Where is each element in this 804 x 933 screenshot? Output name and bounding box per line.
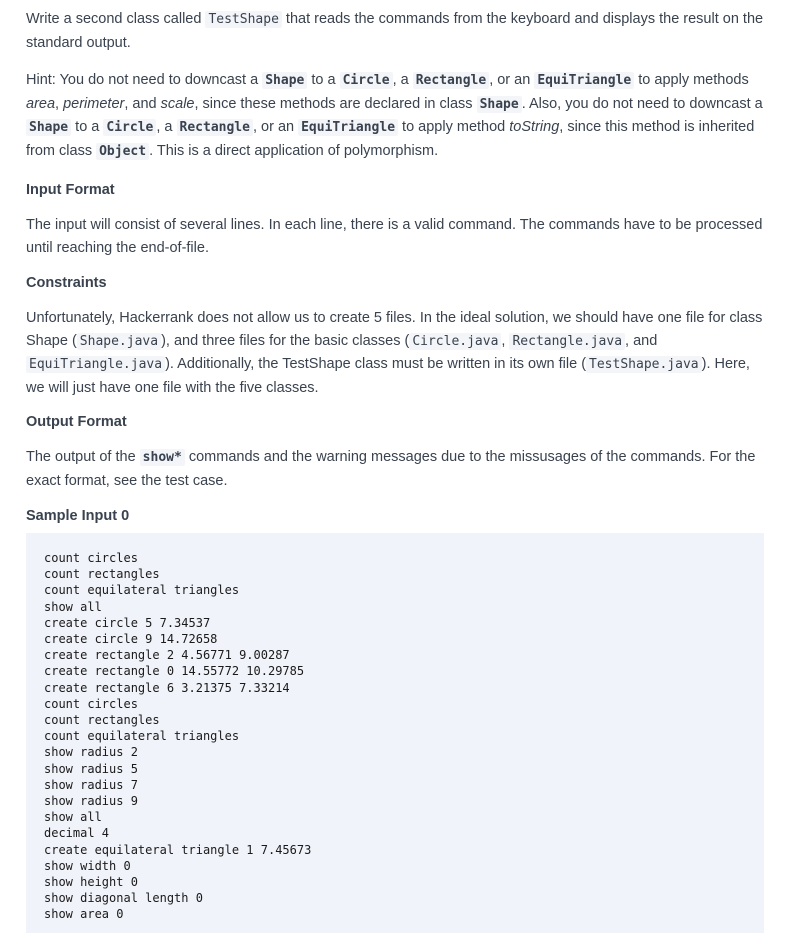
text-span: to a bbox=[71, 119, 104, 135]
sample-input-line: create rectangle 6 3.21375 7.33214 bbox=[44, 680, 290, 695]
output-format-heading: Output Format bbox=[26, 414, 127, 430]
sample-input-line: show all bbox=[44, 810, 102, 825]
sample-input-line: show width 0 bbox=[44, 858, 131, 873]
text-span: Unfortunately, Hackerrank does not allow us to create 5 files. In the ideal solution, we should have one file for class Shape ( bbox=[26, 310, 763, 349]
constraints-text bbox=[26, 307, 770, 399]
method-name: toString bbox=[509, 119, 560, 135]
constraints-heading: Constraints bbox=[26, 275, 107, 291]
inline-code: Shape.java bbox=[77, 333, 161, 350]
inline-code: EquiTriangle bbox=[534, 72, 634, 89]
sample-input-line: show radius 9 bbox=[44, 794, 138, 809]
sample-input-line: count equilateral triangles bbox=[44, 583, 240, 598]
text-span: to apply method bbox=[398, 119, 510, 135]
inline-code: Rectangle.java bbox=[509, 333, 625, 350]
sample-input-line: create rectangle 0 14.55772 10.29785 bbox=[44, 664, 305, 679]
text-span: , a bbox=[156, 119, 177, 135]
input-format-text: The input will consist of several lines. In each line, there is a valid command. The commands have to be processed until reaching the end-of-file. bbox=[26, 217, 763, 256]
text-span: commands and the warning messages due to the missusages of the commands. For the exact format, see the test case. bbox=[26, 449, 756, 489]
text-span: , a bbox=[392, 72, 413, 88]
text-span: The output of the bbox=[26, 449, 140, 465]
text-span: , since these methods are declared in class bbox=[194, 95, 477, 112]
text-span: ). Here, we will just have one file with the five classes. bbox=[26, 356, 750, 396]
text-span: . This is a direct application of polymorphism. bbox=[149, 142, 439, 159]
text-span: , and bbox=[625, 332, 658, 349]
hint-paragraph bbox=[26, 69, 770, 163]
text-span: Write a second class called bbox=[26, 11, 206, 27]
sample-input-line: count circles bbox=[44, 696, 138, 711]
inline-code: Circle bbox=[103, 119, 156, 136]
text-span: , and bbox=[124, 95, 161, 112]
sample-input-line: count rectangles bbox=[44, 713, 160, 728]
text-span: , bbox=[55, 95, 64, 112]
sample-input-line: create rectangle 2 4.56771 9.00287 bbox=[44, 648, 290, 663]
sample-input-line: show radius 7 bbox=[44, 777, 138, 792]
text-span: . Also, you do not need to downcast a bbox=[521, 95, 763, 112]
text-span: Hint: You do not need to downcast a bbox=[26, 72, 263, 88]
sample-input-line: create circle 5 7.34537 bbox=[44, 615, 211, 630]
inline-code: show* bbox=[140, 449, 185, 466]
inline-code: EquiTriangle.java bbox=[26, 356, 165, 373]
inline-code: TestShape.java bbox=[586, 356, 702, 373]
text-span: ). Additionally, the TestShape class must be written in its own file ( bbox=[165, 356, 587, 372]
inline-code: Shape bbox=[477, 96, 522, 113]
inline-code: Shape bbox=[26, 119, 71, 136]
text-span: that reads the commands from the keyboard and displays the result on the standard output. bbox=[26, 11, 764, 51]
sample-input-block bbox=[26, 533, 764, 933]
sample-input-line: show height 0 bbox=[44, 875, 138, 890]
inline-code: Circle bbox=[340, 72, 393, 89]
sample-input-line: show all bbox=[44, 599, 102, 614]
inline-code: Object bbox=[96, 143, 149, 160]
method-name: area bbox=[26, 95, 56, 112]
inline-code: EquiTriangle bbox=[298, 119, 398, 136]
sample-input-line: show radius 5 bbox=[44, 761, 138, 776]
sample-input-line: create equilateral triangle 1 7.45673 bbox=[44, 842, 312, 857]
inline-code: Circle.java bbox=[409, 333, 501, 350]
sample-input-line: decimal 4 bbox=[44, 826, 110, 841]
problem-statement bbox=[26, 8, 770, 527]
text-span: to a bbox=[307, 72, 340, 88]
output-format-text bbox=[26, 446, 770, 492]
sample-input-line: show diagonal length 0 bbox=[44, 891, 203, 906]
method-name: perimeter bbox=[63, 95, 125, 112]
text-span: , or an bbox=[489, 72, 535, 88]
text-span: , since this method is inherited from class bbox=[26, 119, 755, 159]
inline-code: TestShape bbox=[205, 11, 281, 28]
sample-input-heading: Sample Input 0 bbox=[26, 508, 130, 524]
sample-input-line: count equilateral triangles bbox=[44, 729, 240, 744]
sample-input-line: show area 0 bbox=[44, 907, 124, 922]
inline-code: Shape bbox=[262, 72, 307, 89]
sample-input-line: show radius 2 bbox=[44, 745, 138, 760]
text-span: , bbox=[501, 332, 510, 349]
sample-input-line: count circles bbox=[44, 551, 138, 565]
text-span: , or an bbox=[252, 119, 299, 135]
method-name: scale bbox=[160, 95, 195, 112]
intro-paragraph bbox=[26, 8, 770, 54]
input-format-heading: Input Format bbox=[26, 182, 115, 198]
inline-code: Rectangle bbox=[413, 72, 489, 89]
sample-input-line: create circle 9 14.72658 bbox=[44, 632, 218, 647]
text-span: to apply methods bbox=[634, 72, 749, 88]
sample-input-line: count rectangles bbox=[44, 567, 160, 582]
text-span: ), and three files for the basic classes ( bbox=[161, 332, 410, 349]
inline-code: Rectangle bbox=[177, 119, 253, 136]
